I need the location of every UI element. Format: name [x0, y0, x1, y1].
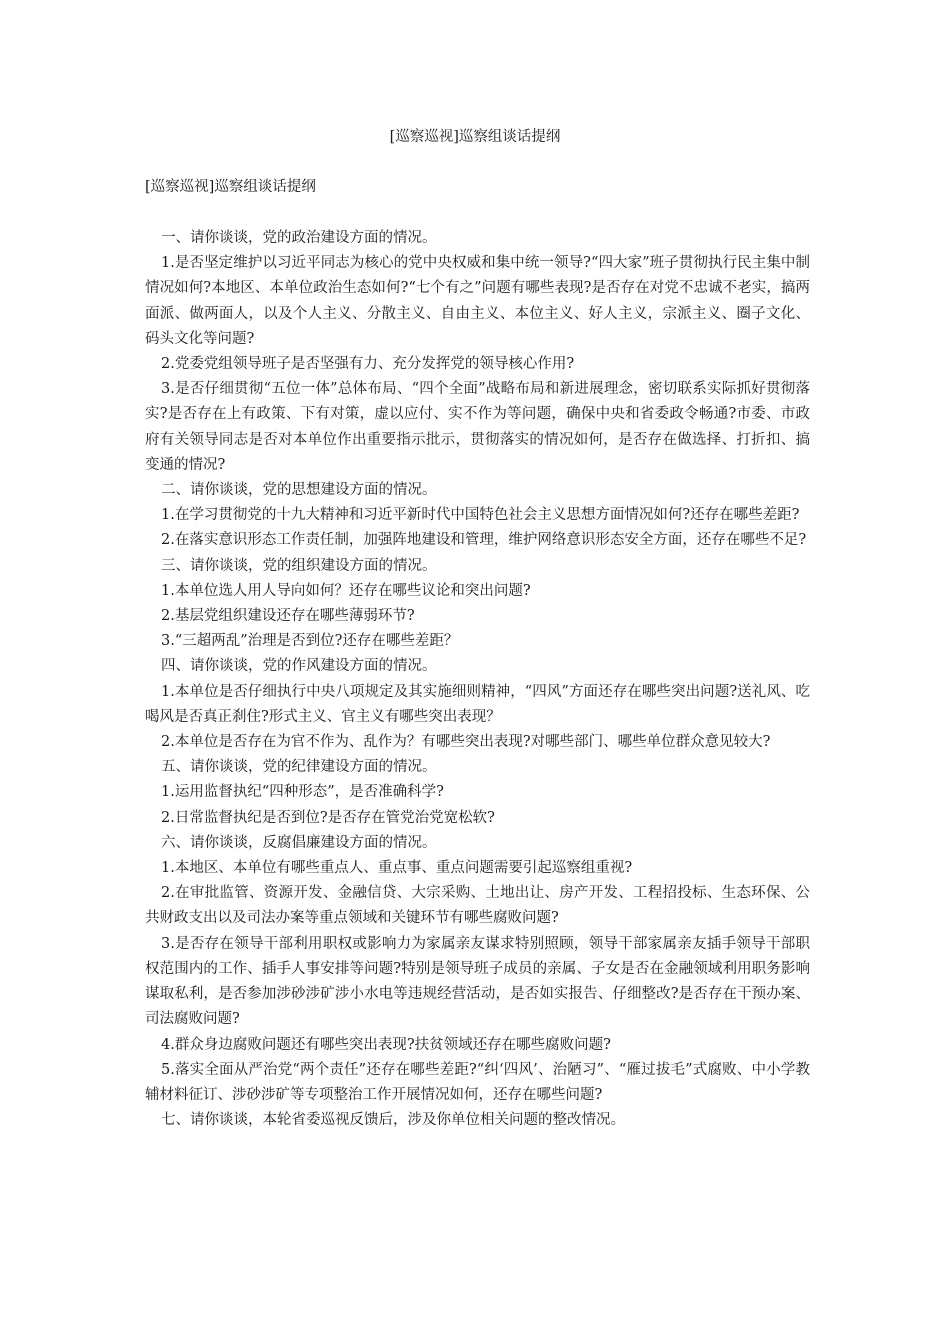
question-paragraph: 1.是否坚定维护以习近平同志为核心的党中央权威和集中统一领导?“四大家”班子贯彻执行民主集中制情况如何?本地区、本单位政治生态如何?“七个有之”问题有哪些表现?是否存在对党不忠诚不老实，搞两面派、做两面人，以及个人主义、分散主义、自由主义、本位主义、好人主义，宗派主义、圈子文化、码头文化等问题?	[145, 255, 810, 347]
section-heading-1: 一、请你谈谈，党的政治建设方面的情况。	[161, 230, 437, 246]
document-body	[145, 226, 810, 1133]
document-subtitle: [巡察巡视]巡察组谈话提纲	[145, 179, 316, 195]
question-paragraph: 2.在落实意识形态工作责任制，加强阵地建设和管理，维护网络意识形态安全方面，还存在哪些不足?	[161, 532, 807, 549]
question-paragraph: 1.本单位选人用人导向如何？还存在哪些议论和突出问题?	[161, 582, 531, 599]
question-paragraph: 4.群众身边腐败问题还有哪些突出表现?扶贫领域还存在哪些腐败问题?	[161, 1036, 611, 1053]
section-heading-7: 七、请你谈谈，本轮省委巡视反馈后，涉及你单位相关问题的整改情况。	[161, 1112, 625, 1129]
section-heading-5: 五、请你谈谈，党的纪律建设方面的情况。	[161, 759, 437, 776]
document-title: [巡察巡视]巡察组谈话提纲	[389, 129, 561, 145]
question-paragraph: 2.本单位是否存在为官不作为、乱作为？有哪些突出表现?对哪些部门、哪些单位群众意见较大?	[161, 734, 771, 751]
question-paragraph: 1.本单位是否仔细执行中央八项规定及其实施细则精神，“四风”方面还存在哪些突出问题?送礼风、吃喝风是否真正刹住?形式主义、官主义有哪些突出表现？	[145, 683, 810, 725]
section-heading-2: 二、请你谈谈，党的思想建设方面的情况。	[161, 482, 437, 499]
question-paragraph: 2.党委党组领导班子是否坚强有力、充分发挥党的领导核心作用?	[161, 356, 575, 373]
question-paragraph: 2.基层党组织建设还存在哪些薄弱环节?	[161, 608, 415, 625]
section-heading-3: 三、请你谈谈，党的组织建设方面的情况。	[161, 557, 437, 574]
question-paragraph: 5.落实全面从严治党“两个责任”还存在哪些差距?“纠‘四风’、治陋习”、“雁过拔毛”式腐败、中小学教辅材料征订、涉砂涉矿等专项整治工作开展情况如何，还存在哪些问题?	[145, 1061, 810, 1103]
section-heading-4: 四、请你谈谈，党的作风建设方面的情况。	[161, 658, 437, 675]
question-paragraph: 1.在学习贯彻党的十九大精神和习近平新时代中国特色社会主义思想方面情况如何?还存在哪些差距?	[161, 507, 800, 524]
question-paragraph: 2.在审批监管、资源开发、金融信贷、大宗采购、土地出让、房产开发、工程招投标、生态环保、公共财政支出以及司法办案等重点领域和关键环节有哪些腐败问题?	[145, 885, 810, 927]
question-paragraph: 1.运用监督执纪“四种形态”，是否准确科学?	[161, 784, 444, 801]
question-paragraph: 3.是否存在领导干部利用职权或影响力为家属亲友谋求特别照顾，领导干部家属亲友插手领导干部职权范围内的工作、插手人事安排等问题?特别是领导班子成员的亲属、子女是否在金融领域利用职务影响谋取私利，是否参加涉砂涉矿涉小水电等违规经营活动，是否如实报告、仔细整改?是否存在干预办案、司法腐败问题?	[145, 935, 810, 1028]
question-paragraph: 1.本地区、本单位有哪些重点人、重点事、重点问题需要引起巡察组重视?	[161, 860, 633, 877]
question-paragraph: 3.“三超两乱”治理是否到位?还存在哪些差距？	[161, 633, 459, 650]
question-paragraph: 2.日常监督执纪是否到位?是否存在管党治党宽松软?	[161, 809, 495, 826]
section-heading-6: 六、请你谈谈，反腐倡廉建设方面的情况。	[161, 834, 437, 851]
question-paragraph: 3.是否仔细贯彻“五位一体”总体布局、“四个全面”战略布局和新进展理念，密切联系实际抓好贯彻落实?是否存在上有政策、下有对策，虚以应付、实不作为等问题，确保中央和省委政令畅通?市委、市政府有关领导同志是否对本单位作出重要指示批示，贯彻落实的情况如何，是否存在做选择、打折扣、搞变通的情况?	[145, 381, 810, 473]
